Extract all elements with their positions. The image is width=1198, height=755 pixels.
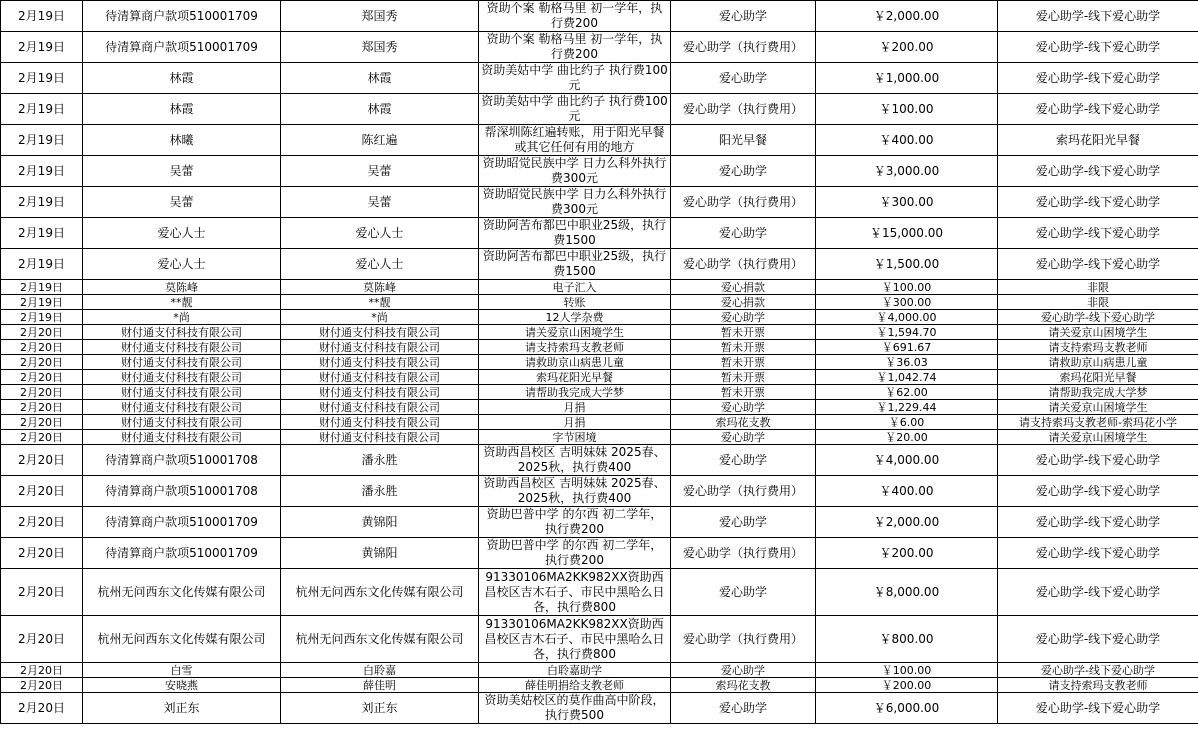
project-cell: 爱心助学-线下爱心助学 [998, 310, 1198, 325]
project-cell: 爱心助学-线下爱心助学 [998, 569, 1198, 616]
amount-cell: ￥100.00 [816, 663, 998, 678]
payer-cell: 待清算商户款项510001709 [83, 507, 281, 538]
payer-cell: 财付通支付科技有限公司 [83, 385, 281, 400]
amount-cell: ￥1,000.00 [816, 63, 998, 94]
donor-cell: 财付通支付科技有限公司 [281, 385, 479, 400]
purpose-cell: 索玛花阳光早餐 [479, 370, 671, 385]
project-cell: 请救助京山病患儿童 [998, 355, 1198, 370]
date-cell: 2月20日 [1, 663, 83, 678]
purpose-cell: 资助西昌校区 吉明妹妹 2025春、2025秋，执行费400 [479, 476, 671, 507]
purpose-cell: 资助巴普中学 的尔西 初二学年，执行费200 [479, 507, 671, 538]
category-cell: 索玛花支教 [671, 678, 816, 693]
purpose-cell: 帮深圳陈红遍转账，用于阳光早餐或其它任何有用的地方 [479, 125, 671, 156]
table-row [1, 430, 1198, 445]
amount-cell: ￥4,000.00 [816, 310, 998, 325]
table-row [1, 310, 1198, 325]
payer-cell: 莫陈峰 [83, 280, 281, 295]
donor-cell: **靓 [281, 295, 479, 310]
purpose-cell: 请支持索玛支教老师 [479, 340, 671, 355]
table-row [1, 400, 1198, 415]
payer-cell: 财付通支付科技有限公司 [83, 415, 281, 430]
category-cell: 爱心助学（执行费用） [671, 249, 816, 280]
date-cell: 2月20日 [1, 616, 83, 663]
payer-cell: 吴蕾 [83, 156, 281, 187]
payer-cell: 待清算商户款项510001708 [83, 445, 281, 476]
category-cell: 暂未开票 [671, 355, 816, 370]
table-row [1, 415, 1198, 430]
payer-cell: 林霞 [83, 63, 281, 94]
date-cell: 2月20日 [1, 400, 83, 415]
amount-cell: ￥3,000.00 [816, 156, 998, 187]
purpose-cell: 请帮助我完成大学梦 [479, 385, 671, 400]
project-cell: 请关爱京山困境学生 [998, 430, 1198, 445]
project-cell: 爱心助学-线下爱心助学 [998, 156, 1198, 187]
project-cell: 爱心助学-线下爱心助学 [998, 507, 1198, 538]
project-cell: 索玛花阳光早餐 [998, 125, 1198, 156]
date-cell: 2月20日 [1, 340, 83, 355]
purpose-cell: 月捐 [479, 400, 671, 415]
date-cell: 2月19日 [1, 249, 83, 280]
table-row [1, 507, 1198, 538]
project-cell: 爱心助学-线下爱心助学 [998, 663, 1198, 678]
category-cell: 爱心助学（执行费用） [671, 538, 816, 569]
donor-cell: 潘永胜 [281, 445, 479, 476]
project-cell: 爱心助学-线下爱心助学 [998, 693, 1198, 724]
purpose-cell: 资助昭觉民族中学 日力么科外执行费300元 [479, 187, 671, 218]
date-cell: 2月19日 [1, 218, 83, 249]
category-cell: 爱心捐款 [671, 295, 816, 310]
date-cell: 2月20日 [1, 693, 83, 724]
table-row [1, 355, 1198, 370]
project-cell: 爱心助学-线下爱心助学 [998, 445, 1198, 476]
amount-cell: ￥300.00 [816, 187, 998, 218]
date-cell: 2月20日 [1, 430, 83, 445]
category-cell: 爱心助学 [671, 445, 816, 476]
date-cell: 2月19日 [1, 125, 83, 156]
category-cell: 爱心助学 [671, 1, 816, 32]
purpose-cell: 月捐 [479, 415, 671, 430]
project-cell: 爱心助学-线下爱心助学 [998, 94, 1198, 125]
project-cell: 爱心助学-线下爱心助学 [998, 32, 1198, 63]
category-cell: 爱心助学 [671, 310, 816, 325]
ledger-body [1, 1, 1198, 724]
date-cell: 2月20日 [1, 538, 83, 569]
payer-cell: 刘正东 [83, 693, 281, 724]
table-row [1, 385, 1198, 400]
date-cell: 2月19日 [1, 32, 83, 63]
donor-cell: 爱心人士 [281, 249, 479, 280]
category-cell: 爱心助学（执行费用） [671, 616, 816, 663]
amount-cell: ￥400.00 [816, 125, 998, 156]
donor-cell: 黄锦阳 [281, 507, 479, 538]
table-row [1, 340, 1198, 355]
project-cell: 非限 [998, 295, 1198, 310]
amount-cell: ￥200.00 [816, 32, 998, 63]
donor-cell: 财付通支付科技有限公司 [281, 340, 479, 355]
purpose-cell: 请救助京山病患儿童 [479, 355, 671, 370]
project-cell: 爱心助学-线下爱心助学 [998, 1, 1198, 32]
table-row [1, 1, 1198, 32]
table-row [1, 32, 1198, 63]
date-cell: 2月20日 [1, 370, 83, 385]
category-cell: 暂未开票 [671, 370, 816, 385]
table-row [1, 280, 1198, 295]
date-cell: 2月20日 [1, 507, 83, 538]
amount-cell: ￥1,594.70 [816, 325, 998, 340]
amount-cell: ￥6,000.00 [816, 693, 998, 724]
payer-cell: 爱心人士 [83, 249, 281, 280]
donor-cell: 杭州无问西东文化传媒有限公司 [281, 569, 479, 616]
payer-cell: 待清算商户款项510001709 [83, 32, 281, 63]
amount-cell: ￥4,000.00 [816, 445, 998, 476]
amount-cell: ￥1,042.74 [816, 370, 998, 385]
payer-cell: 财付通支付科技有限公司 [83, 370, 281, 385]
donor-cell: 郑国秀 [281, 1, 479, 32]
date-cell: 2月19日 [1, 187, 83, 218]
purpose-cell: 资助西昌校区 吉明妹妹 2025春、2025秋，执行费400 [479, 445, 671, 476]
donor-cell: 财付通支付科技有限公司 [281, 430, 479, 445]
payer-cell: 爱心人士 [83, 218, 281, 249]
donor-cell: 陈红遍 [281, 125, 479, 156]
table-row [1, 693, 1198, 724]
project-cell: 爱心助学-线下爱心助学 [998, 249, 1198, 280]
payer-cell: *尚 [83, 310, 281, 325]
payer-cell: 吴蕾 [83, 187, 281, 218]
purpose-cell: 薛佳明捐给支教老师 [479, 678, 671, 693]
amount-cell: ￥6.00 [816, 415, 998, 430]
purpose-cell: 资助巴普中学 的尔西 初二学年，执行费200 [479, 538, 671, 569]
project-cell: 请关爱京山困境学生 [998, 325, 1198, 340]
table-row [1, 125, 1198, 156]
table-row [1, 295, 1198, 310]
donor-cell: 林霞 [281, 63, 479, 94]
project-cell: 请支持索玛支教老师 [998, 340, 1198, 355]
payer-cell: 待清算商户款项510001708 [83, 476, 281, 507]
purpose-cell: 转账 [479, 295, 671, 310]
payer-cell: 杭州无问西东文化传媒有限公司 [83, 569, 281, 616]
date-cell: 2月20日 [1, 476, 83, 507]
payer-cell: 林霞 [83, 94, 281, 125]
payer-cell: 待清算商户款项510001709 [83, 538, 281, 569]
purpose-cell: 资助昭觉民族中学 日力么科外执行费300元 [479, 156, 671, 187]
payer-cell: **靓 [83, 295, 281, 310]
table-row [1, 538, 1198, 569]
amount-cell: ￥100.00 [816, 94, 998, 125]
table-row [1, 325, 1198, 340]
table-row [1, 678, 1198, 693]
amount-cell: ￥1,500.00 [816, 249, 998, 280]
category-cell: 爱心助学 [671, 693, 816, 724]
date-cell: 2月20日 [1, 385, 83, 400]
amount-cell: ￥691.67 [816, 340, 998, 355]
project-cell: 请支持索玛支教老师 [998, 678, 1198, 693]
category-cell: 爱心助学 [671, 400, 816, 415]
table-row [1, 476, 1198, 507]
payer-cell: 财付通支付科技有限公司 [83, 430, 281, 445]
donor-cell: 财付通支付科技有限公司 [281, 415, 479, 430]
amount-cell: ￥2,000.00 [816, 1, 998, 32]
project-cell: 请关爱京山困境学生 [998, 400, 1198, 415]
purpose-cell: 白聆嘉助学 [479, 663, 671, 678]
category-cell: 爱心助学（执行费用） [671, 187, 816, 218]
donor-cell: 郑国秀 [281, 32, 479, 63]
payer-cell: 财付通支付科技有限公司 [83, 325, 281, 340]
donor-cell: 薛佳明 [281, 678, 479, 693]
date-cell: 2月20日 [1, 569, 83, 616]
purpose-cell: 资助个案 勒格马里 初一学年，执行费200 [479, 32, 671, 63]
purpose-cell: 91330106MA2KK982XX资助西昌校区吉木石子、市民中黑哈么日各，执行费800 [479, 616, 671, 663]
donor-cell: 杭州无问西东文化传媒有限公司 [281, 616, 479, 663]
purpose-cell: 资助美姑中学 曲比约子 执行费100元 [479, 63, 671, 94]
category-cell: 爱心助学 [671, 156, 816, 187]
payer-cell: 白雪 [83, 663, 281, 678]
table-row [1, 187, 1198, 218]
date-cell: 2月19日 [1, 295, 83, 310]
amount-cell: ￥800.00 [816, 616, 998, 663]
purpose-cell: 电子汇入 [479, 280, 671, 295]
table-row [1, 63, 1198, 94]
payer-cell: 杭州无问西东文化传媒有限公司 [83, 616, 281, 663]
category-cell: 爱心助学（执行费用） [671, 476, 816, 507]
category-cell: 爱心助学（执行费用） [671, 94, 816, 125]
amount-cell: ￥8,000.00 [816, 569, 998, 616]
amount-cell: ￥300.00 [816, 295, 998, 310]
table-row [1, 569, 1198, 616]
donor-cell: 黄锦阳 [281, 538, 479, 569]
donor-cell: *尚 [281, 310, 479, 325]
date-cell: 2月19日 [1, 94, 83, 125]
project-cell: 爱心助学-线下爱心助学 [998, 476, 1198, 507]
category-cell: 爱心助学 [671, 663, 816, 678]
date-cell: 2月20日 [1, 325, 83, 340]
payer-cell: 财付通支付科技有限公司 [83, 355, 281, 370]
payer-cell: 安晓燕 [83, 678, 281, 693]
donor-cell: 潘永胜 [281, 476, 479, 507]
category-cell: 阳光早餐 [671, 125, 816, 156]
category-cell: 爱心助学 [671, 218, 816, 249]
purpose-cell: 资助美姑中学 曲比约子 执行费100元 [479, 94, 671, 125]
table-row [1, 94, 1198, 125]
date-cell: 2月20日 [1, 355, 83, 370]
project-cell: 非限 [998, 280, 1198, 295]
project-cell: 请帮助我完成大学梦 [998, 385, 1198, 400]
category-cell: 暂未开票 [671, 340, 816, 355]
project-cell: 爱心助学-线下爱心助学 [998, 538, 1198, 569]
date-cell: 2月19日 [1, 63, 83, 94]
table-row [1, 156, 1198, 187]
purpose-cell: 请关爱京山困境学生 [479, 325, 671, 340]
category-cell: 暂未开票 [671, 325, 816, 340]
date-cell: 2月19日 [1, 156, 83, 187]
amount-cell: ￥400.00 [816, 476, 998, 507]
donor-cell: 吴蕾 [281, 156, 479, 187]
purpose-cell: 资助美姑校区的莫作曲高中阶段，执行费500 [479, 693, 671, 724]
amount-cell: ￥36.03 [816, 355, 998, 370]
category-cell: 索玛花支教 [671, 415, 816, 430]
date-cell: 2月19日 [1, 1, 83, 32]
amount-cell: ￥62.00 [816, 385, 998, 400]
payer-cell: 待清算商户款项510001709 [83, 1, 281, 32]
payer-cell: 林曦 [83, 125, 281, 156]
table-row [1, 218, 1198, 249]
payer-cell: 财付通支付科技有限公司 [83, 400, 281, 415]
project-cell: 爱心助学-线下爱心助学 [998, 187, 1198, 218]
donor-cell: 财付通支付科技有限公司 [281, 370, 479, 385]
table-row [1, 616, 1198, 663]
date-cell: 2月19日 [1, 310, 83, 325]
amount-cell: ￥200.00 [816, 538, 998, 569]
amount-cell: ￥2,000.00 [816, 507, 998, 538]
category-cell: 爱心助学 [671, 430, 816, 445]
category-cell: 爱心助学 [671, 569, 816, 616]
donor-cell: 莫陈峰 [281, 280, 479, 295]
donor-cell: 爱心人士 [281, 218, 479, 249]
category-cell: 爱心助学（执行费用） [671, 32, 816, 63]
table-row [1, 370, 1198, 385]
donor-cell: 财付通支付科技有限公司 [281, 355, 479, 370]
amount-cell: ￥1,229.44 [816, 400, 998, 415]
date-cell: 2月20日 [1, 445, 83, 476]
donor-cell: 刘正东 [281, 693, 479, 724]
project-cell: 爱心助学-线下爱心助学 [998, 218, 1198, 249]
amount-cell: ￥200.00 [816, 678, 998, 693]
donor-cell: 吴蕾 [281, 187, 479, 218]
project-cell: 索玛花阳光早餐 [998, 370, 1198, 385]
purpose-cell: 资助个案 勒格马里 初一学年，执行费200 [479, 1, 671, 32]
category-cell: 爱心助学 [671, 63, 816, 94]
donor-cell: 白聆嘉 [281, 663, 479, 678]
table-row [1, 663, 1198, 678]
project-cell: 请支持索玛支教老师-索玛花小学 [998, 415, 1198, 430]
date-cell: 2月19日 [1, 280, 83, 295]
amount-cell: ￥20.00 [816, 430, 998, 445]
purpose-cell: 91330106MA2KK982XX资助西昌校区吉木石子、市民中黑哈么日各，执行费800 [479, 569, 671, 616]
amount-cell: ￥15,000.00 [816, 218, 998, 249]
category-cell: 爱心助学 [671, 507, 816, 538]
purpose-cell: 12人学杂费 [479, 310, 671, 325]
purpose-cell: 字节困境 [479, 430, 671, 445]
donor-cell: 林霞 [281, 94, 479, 125]
amount-cell: ￥100.00 [816, 280, 998, 295]
purpose-cell: 资助阿苦布都巴中职业25级，执行费1500 [479, 249, 671, 280]
date-cell: 2月20日 [1, 678, 83, 693]
table-row [1, 445, 1198, 476]
date-cell: 2月20日 [1, 415, 83, 430]
category-cell: 暂未开票 [671, 385, 816, 400]
payer-cell: 财付通支付科技有限公司 [83, 340, 281, 355]
donor-cell: 财付通支付科技有限公司 [281, 325, 479, 340]
project-cell: 爱心助学-线下爱心助学 [998, 63, 1198, 94]
project-cell: 爱心助学-线下爱心助学 [998, 616, 1198, 663]
category-cell: 爱心捐款 [671, 280, 816, 295]
table-row [1, 249, 1198, 280]
purpose-cell: 资助阿苦布都巴中职业25级，执行费1500 [479, 218, 671, 249]
donor-cell: 财付通支付科技有限公司 [281, 400, 479, 415]
